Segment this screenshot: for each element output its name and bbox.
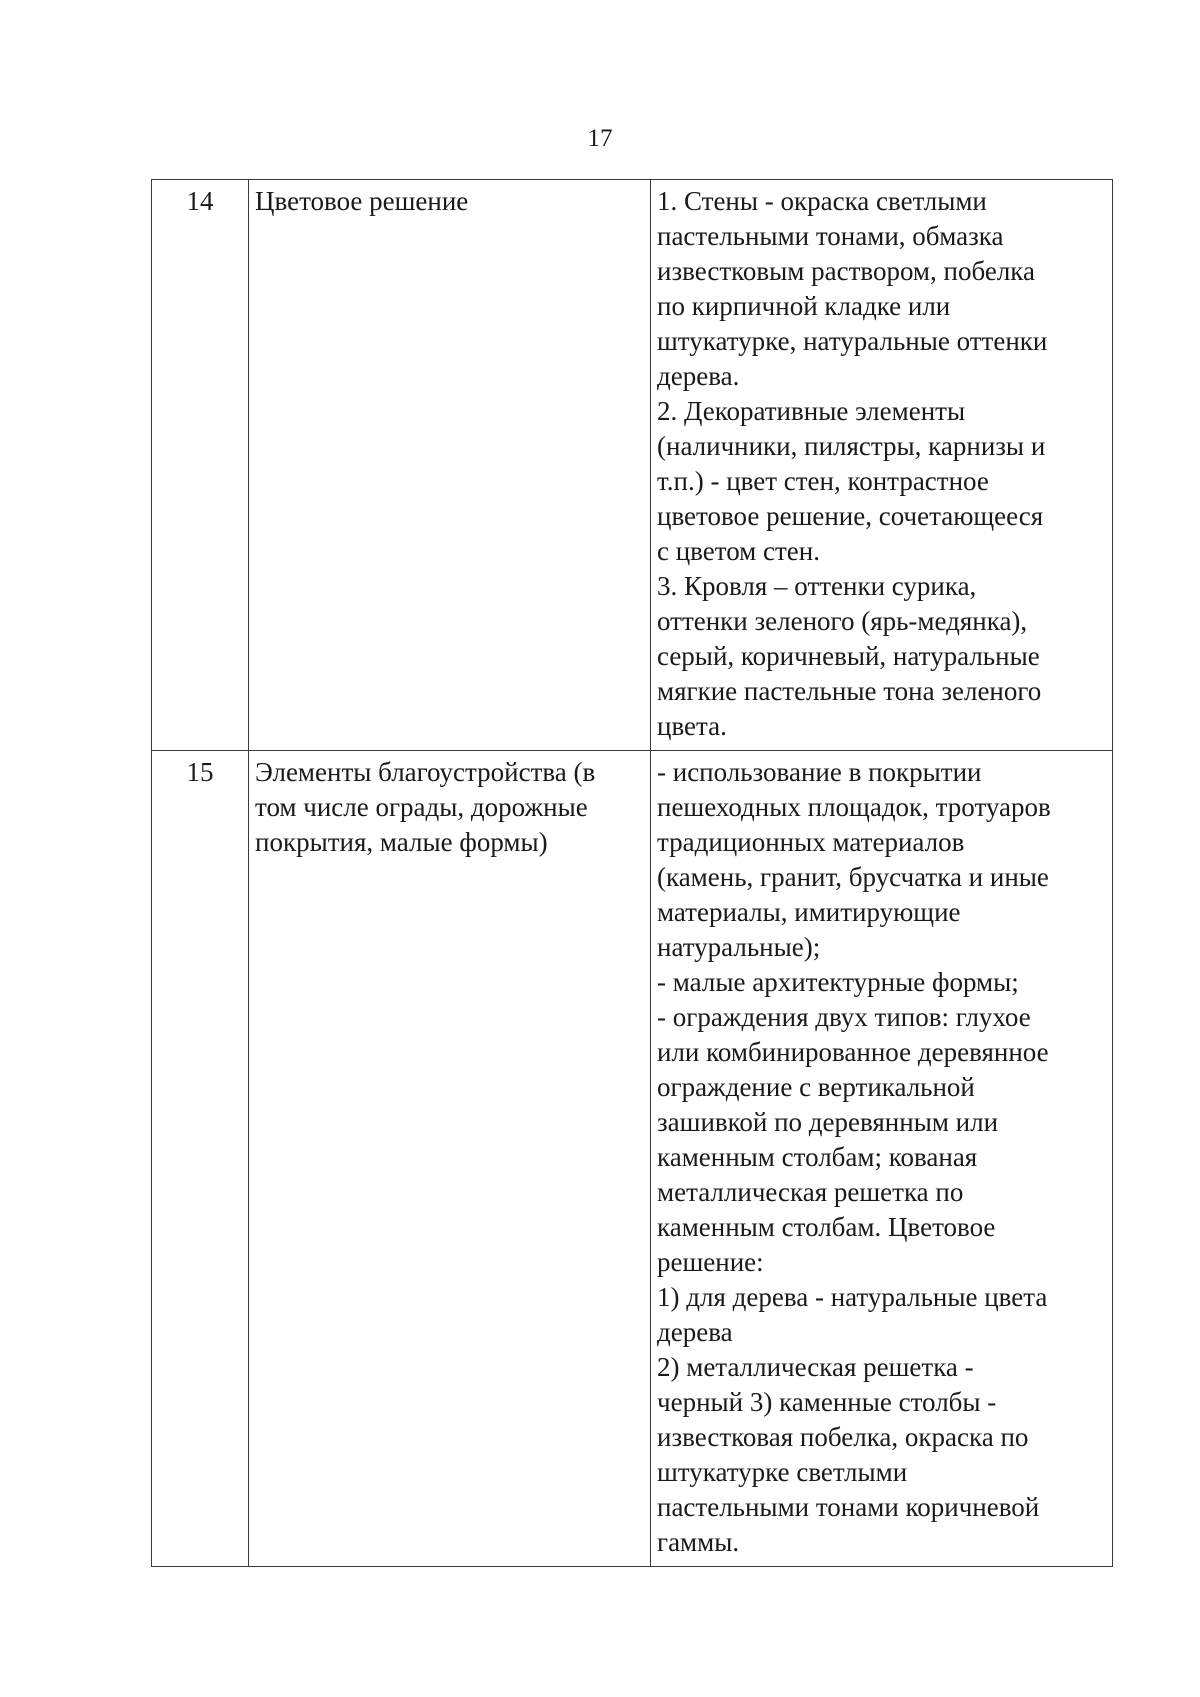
description-line: 1. Стены - окраска светлыми — [657, 186, 987, 216]
description-line: пешеходных площадок, тротуаров — [657, 792, 1051, 822]
parameter-name-line: Элементы благоустройства (в — [255, 757, 596, 787]
description-line: (наличники, пилястры, карнизы и — [657, 431, 1046, 461]
description-line: традиционных материалов — [657, 827, 965, 857]
description-line: зашивкой по деревянным или — [657, 1107, 999, 1137]
description-line: мягкие пастельные тона зеленого — [657, 676, 1042, 706]
table-row — [152, 751, 1113, 1567]
description-line: дерева. — [657, 361, 740, 391]
description-line: цветовое решение, сочетающееся — [657, 501, 1044, 531]
parameter-name-line: покрытия, малые формы) — [255, 827, 548, 857]
description-line: известковым раствором, побелка — [657, 256, 1035, 286]
row-description — [651, 751, 1113, 1567]
description-line: металлическая решетка по — [657, 1177, 964, 1207]
description-line: черный 3) каменные столбы - — [657, 1387, 997, 1417]
description-line: 3. Кровля – оттенки сурика, — [657, 571, 977, 601]
description-line: по кирпичной кладке или — [657, 291, 951, 321]
description-line: или комбинированное деревянное — [657, 1037, 1049, 1067]
description-line: каменным столбам; кованая — [657, 1142, 978, 1172]
description-line: - ограждения двух типов: глухое — [657, 1002, 1031, 1032]
description-line: серый, коричневый, натуральные — [657, 641, 1040, 671]
row-parameter-name — [249, 180, 651, 751]
description-line: пастельными тонами коричневой — [657, 1492, 1040, 1522]
row-parameter-name — [249, 751, 651, 1567]
description-line: материалы, имитирующие — [657, 897, 961, 927]
row-number: 14 — [152, 180, 249, 751]
row-number: 15 — [152, 751, 249, 1567]
description-line: известковая побелка, окраска по — [657, 1422, 1029, 1452]
description-line: натуральные); — [657, 932, 821, 962]
table-body — [152, 180, 1113, 1567]
description-line: - использование в покрытии — [657, 757, 982, 787]
description-line: штукатурке, натуральные оттенки — [657, 326, 1048, 356]
description-line: т.п.) - цвет стен, контрастное — [657, 466, 989, 496]
description-line: цвета. — [657, 711, 727, 741]
description-line: (камень, гранит, брусчатка и иные — [657, 862, 1049, 892]
description-line: 1) для дерева - натуральные цвета — [657, 1282, 1048, 1312]
table-row — [152, 180, 1113, 751]
description-line: 2) металлическая решетка - — [657, 1352, 974, 1382]
description-line: пастельными тонами, обмазка — [657, 221, 1004, 251]
description-line: гаммы. — [657, 1527, 740, 1557]
description-line: 2. Декоративные элементы — [657, 396, 966, 426]
description-line: решение: — [657, 1247, 764, 1277]
description-line: - малые архитектурные формы; — [657, 967, 1019, 997]
description-line: ограждение с вертикальной — [657, 1072, 975, 1102]
page-number: 17 — [587, 125, 613, 152]
description-line: с цветом стен. — [657, 536, 820, 566]
description-line: оттенки зеленого (ярь-медянка), — [657, 606, 1028, 636]
parameter-name-line: том числе ограды, дорожные — [255, 792, 588, 822]
parameter-name-line: Цветовое решение — [255, 186, 469, 216]
description-line: дерева — [657, 1317, 733, 1347]
description-line: штукатурке светлыми — [657, 1457, 908, 1487]
description-line: каменным столбам. Цветовое — [657, 1212, 996, 1242]
spec-table — [151, 179, 1113, 1567]
row-description — [651, 180, 1113, 751]
